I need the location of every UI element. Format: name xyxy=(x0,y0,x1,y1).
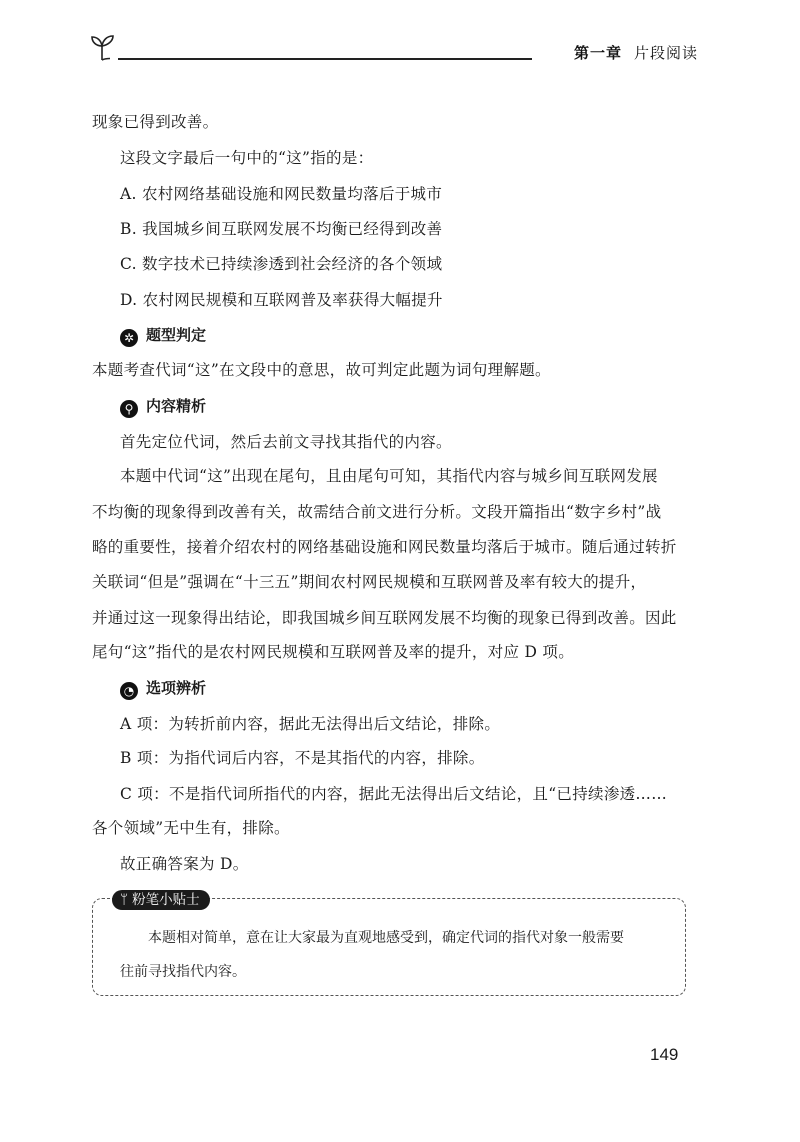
section-option-analysis xyxy=(120,678,206,700)
chapter-number: 第一章 xyxy=(573,44,622,62)
analysis-line: 不均衡的现象得到改善有关，故需结合前文进行分析。文段开篇指出“数字乡村”战 xyxy=(92,503,662,521)
question-text: 这段文字最后一句中的“这”指的是： xyxy=(120,149,374,167)
gear-icon: ✲ xyxy=(120,329,138,347)
option-analysis-line: 各个领域”无中生有，排除。 xyxy=(92,819,290,837)
section-title: 内容精析 xyxy=(146,397,207,415)
analysis-line: 尾句“这”指代的是农村网民规模和互联网普及率的提升，对应 D 项。 xyxy=(92,643,575,661)
continuation-text: 现象已得到改善。 xyxy=(92,113,219,131)
running-header xyxy=(88,30,698,74)
type-judgment-text: 本题考查代词“这”在文段中的意思，故可判定此题为词句理解题。 xyxy=(92,361,551,379)
option-analysis-line: A 项：为转折前内容，据此无法得出后文结论，排除。 xyxy=(120,715,501,733)
analysis-line: 首先定位代词，然后去前文寻找其指代的内容。 xyxy=(120,433,452,451)
section-title: 题型判定 xyxy=(146,326,207,344)
option-analysis-line: C 项：不是指代词所指代的内容，据此无法得出后文结论，且“已持续渗透…… xyxy=(120,785,668,803)
tip-label xyxy=(112,890,210,910)
section-name: 片段阅读 xyxy=(633,44,698,62)
option-analysis-line: B 项：为指代词后内容，不是其指代的内容，排除。 xyxy=(120,749,485,767)
chapter-title xyxy=(574,42,698,63)
magnifier-icon: ⚲ xyxy=(120,400,138,418)
section-content-analysis xyxy=(120,396,206,418)
analysis-line: 本题中代词“这”出现在尾句，且由尾句可知，其指代内容与城乡间互联网发展 xyxy=(120,467,658,485)
compass-icon: ◔ xyxy=(120,682,138,700)
analysis-line: 略的重要性，接着介绍农村的网络基础设施和网民数量均落后于城市。随后通过转折 xyxy=(92,538,677,556)
analysis-line: 关联词“但是”强调在“十三五”期间农村网民规模和互联网普及率有较大的提升， xyxy=(92,573,647,591)
option-c: C. 数字技术已持续渗透到社会经济的各个领域 xyxy=(120,255,443,273)
section-type-judgment xyxy=(120,325,206,347)
tip-line: 往前寻找指代内容。 xyxy=(120,964,246,980)
page-number: 149 xyxy=(650,1045,679,1064)
analysis-line: 并通过这一现象得出结论，即我国城乡间互联网发展不均衡的现象已得到改善。因此 xyxy=(92,609,677,627)
header-rule xyxy=(118,58,532,60)
option-d: D. 农村网民规模和互联网普及率获得大幅提升 xyxy=(120,291,443,309)
option-a: A. 农村网络基础设施和网民数量均落后于城市 xyxy=(120,185,443,203)
section-title: 选项辨析 xyxy=(146,679,207,697)
tip-line: 本题相对简单，意在让大家最为直观地感受到，确定代词的指代对象一般需要 xyxy=(148,930,624,946)
tip-label-text: 粉笔小贴士 xyxy=(132,892,200,908)
answer-line: 故正确答案为 D。 xyxy=(120,855,249,873)
sprout-icon: ᛘ xyxy=(120,892,129,908)
option-b: B. 我国城乡间互联网发展不均衡已经得到改善 xyxy=(120,220,443,238)
